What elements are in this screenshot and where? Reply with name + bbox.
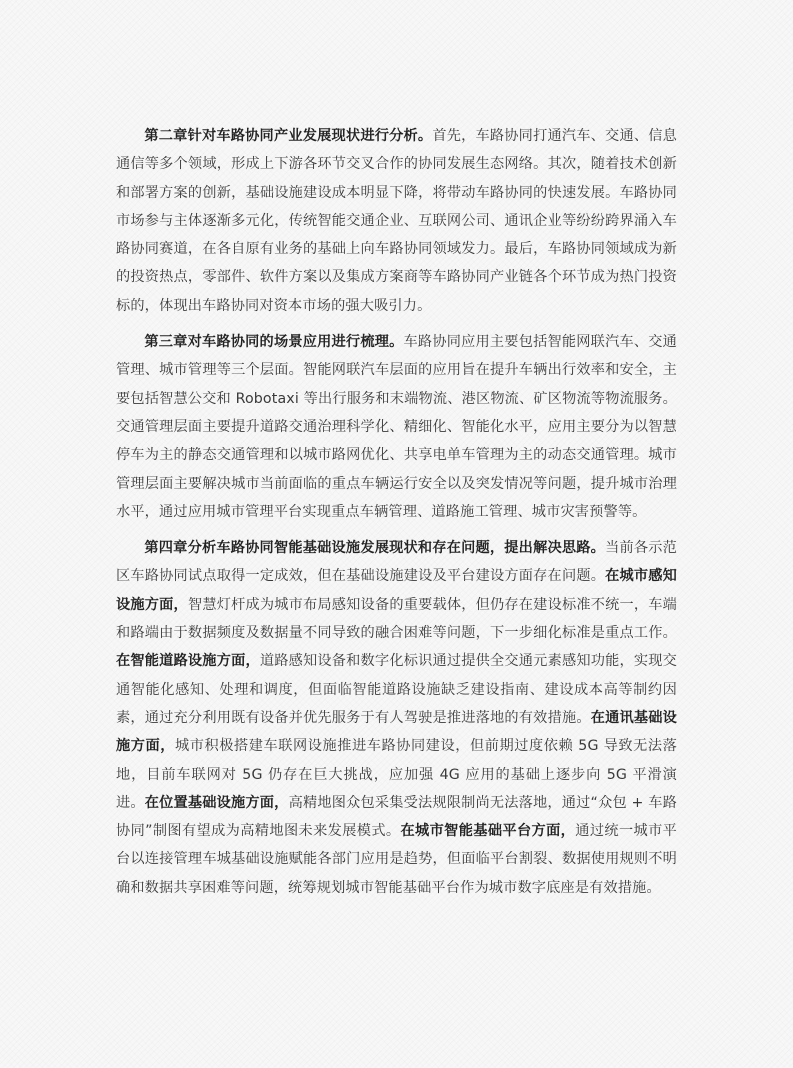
smart-road-text: 道路感知设备和数字化标识通过提供全交通元素感知功能，实现交通智能化感知、处理和调度，但面临智能道路设施缺乏建设指南、建设成本高等制约因素，通过充分利用既有设备并优先服务于有人驾驶是推进落地的有效措施。	[116, 653, 677, 726]
smart-road-heading: 在智能道路设施方面，	[116, 653, 260, 670]
chapter-4-heading: 第四章分析车路协同智能基础设施发展现状和存在问题，提出解决思路。	[144, 540, 606, 557]
document-page	[116, 122, 677, 910]
paragraph-chapter-4	[116, 534, 677, 902]
positioning-heading: 在位置基础设施方面，	[144, 794, 289, 811]
chapter-4-intro: 当前各示范区车路协同试点取得一定成效，但在基础设施建设及平台建设方面存在问题。	[116, 540, 677, 585]
chapter-2-heading: 第二章针对车路协同产业发展现状进行分析。	[144, 128, 433, 144]
communication-heading: 在通讯基础设施方面，	[116, 709, 678, 755]
paragraph-chapter-3	[116, 328, 677, 526]
chapter-3-body: 车路协同应用主要包括智能网联汽车、交通管理、城市管理等三个层面。智能网联汽车层面的应用旨在提升车辆出行效率和安全，主要包括智慧公交和 Robotaxi 等出行服务和末端物流、港区物流、矿区物流等物流服务。交通管理层面主要提升道路交通治理科学化、精细化、智能化水平，应用主要分为以智慧停车为主的静态交通管理和以城市路网优化、共享电单车管理为主的动态交通管理。城市管理层面主要解决城市当前面临的重点车辆运行安全以及突发情况等问题，提升城市治理水平，通过应用城市管理平台实现重点车辆管理、道路施工管理、城市灾害预警等。	[116, 334, 677, 520]
communication-text: 城市积极搭建车联网设施推进车路协同建设，但前期过度依赖 5G 导致无法落地，目前车联网对 5G 仍存在巨大挑战，应加强 4G 应用的基础上逐步向 5G 平滑演进。	[116, 738, 677, 811]
chapter-2-body: 首先，车路协同打通汽车、交通、信息通信等多个领域，形成上下游各环节交叉合作的协同发展生态网络。其次，随着技术创新和部署方案的创新，基础设施建设成本明显下降，将带动车路协同的快速发展。车路协同市场参与主体逐渐多元化，传统智能交通企业、互联网公司、通讯企业等纷纷跨界涌入车路协同赛道，在各自原有业务的基础上向车路协同领域发力。最后，车路协同领域成为新的投资热点，零部件、软件方案以及集成方案商等车路协同产业链各个环节成为热门投资标的，体现出车路协同对资本市场的强大吸引力。	[116, 128, 677, 314]
positioning-text: 高精地图众包采集受法规限制尚无法落地，通过“众包 + 车路协同”制图有望成为高精地图未来发展模式。	[116, 794, 677, 840]
chapter-3-heading: 第三章对车路协同的场景应用进行梳理。	[144, 334, 404, 351]
paragraph-chapter-2	[116, 122, 677, 320]
urban-sensing-heading: 在城市感知设施方面，	[116, 568, 677, 613]
city-platform-text: 通过统一城市平台以连接管理车城基础设施赋能各部门应用是趋势，但面临平台割裂、数据使用规则不明确和数据共享困难等问题，统筹规划城市智能基础平台作为城市数字底座是有效措施。	[116, 823, 677, 896]
urban-sensing-text: 智慧灯杆成为城市布局感知设备的重要载体，但仍存在建设标准不统一，车端和路端由于数据频度及数据量不同导致的融合困难等问题，下一步细化标准是重点工作。	[116, 596, 677, 642]
city-platform-heading: 在城市智能基础平台方面，	[400, 823, 576, 840]
